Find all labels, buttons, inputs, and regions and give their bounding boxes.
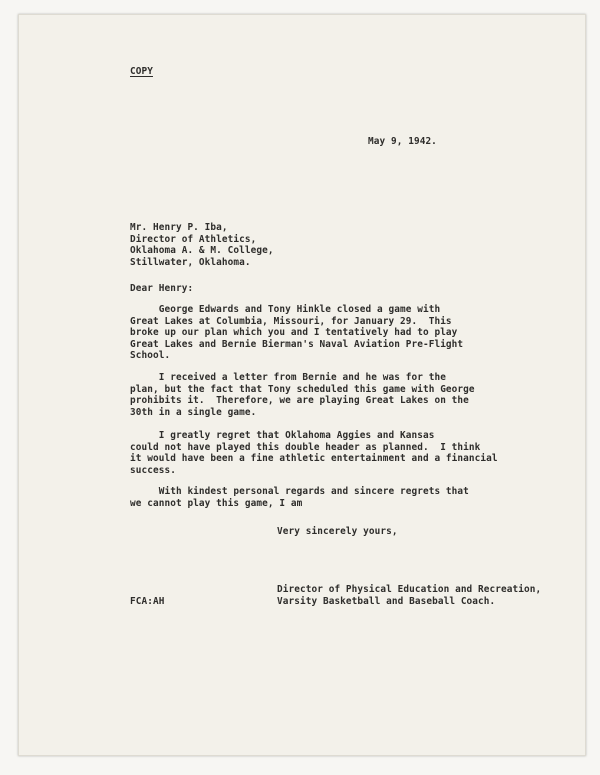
body-line: we cannot play this game, I am	[130, 497, 303, 509]
body-line: With kindest personal regards and sincere regrets that	[130, 486, 469, 497]
address-line: Oklahoma A. & M. College,	[130, 245, 274, 257]
paragraph-3	[130, 430, 498, 476]
address-line: Stillwater, Oklahoma.	[130, 256, 251, 268]
body-line: prohibits it. Therefore, we are playing Great Lakes on the	[130, 395, 469, 407]
body-line: School.	[130, 350, 171, 362]
body-line: I greatly regret that Oklahoma Aggies and Kansas	[130, 430, 435, 441]
copy-mark: COPY	[130, 66, 153, 77]
letter-date: May 9, 1942.	[368, 136, 437, 147]
complimentary-close: Very sincerely yours,	[277, 526, 398, 537]
body-line: it would have been a fine athletic entertainment and a financial	[130, 453, 498, 465]
address-line: Director of Athletics,	[130, 233, 257, 245]
body-line: Great Lakes and Bernie Bierman's Naval Aviation Pre-Flight	[130, 338, 464, 350]
paragraph-4	[130, 486, 469, 509]
paragraph-2	[130, 372, 475, 418]
reference-initials: FCA:AH	[130, 596, 165, 607]
signature-title	[277, 584, 541, 607]
body-line: broke up our plan which you and I tentatively had to play	[130, 327, 458, 339]
body-line: 30th in a single game.	[130, 406, 257, 418]
paragraph-1	[130, 304, 463, 362]
title-line: Director of Physical Education and Recreation,	[277, 584, 542, 595]
body-line: Great Lakes at Columbia, Missouri, for January 29. This	[130, 315, 452, 327]
title-line: Varsity Basketball and Baseball Coach.	[277, 595, 496, 607]
salutation: Dear Henry:	[130, 283, 194, 294]
body-line: I received a letter from Bernie and he was for the	[130, 372, 446, 383]
address-line: Mr. Henry P. Iba,	[130, 222, 228, 233]
body-line: plan, but the fact that Tony scheduled this game with George	[130, 383, 475, 395]
inside-address	[130, 222, 274, 268]
body-line: success.	[130, 464, 176, 476]
body-line: could not have played this double header as planned. I think	[130, 441, 481, 453]
body-line: George Edwards and Tony Hinkle closed a game with	[130, 304, 441, 315]
